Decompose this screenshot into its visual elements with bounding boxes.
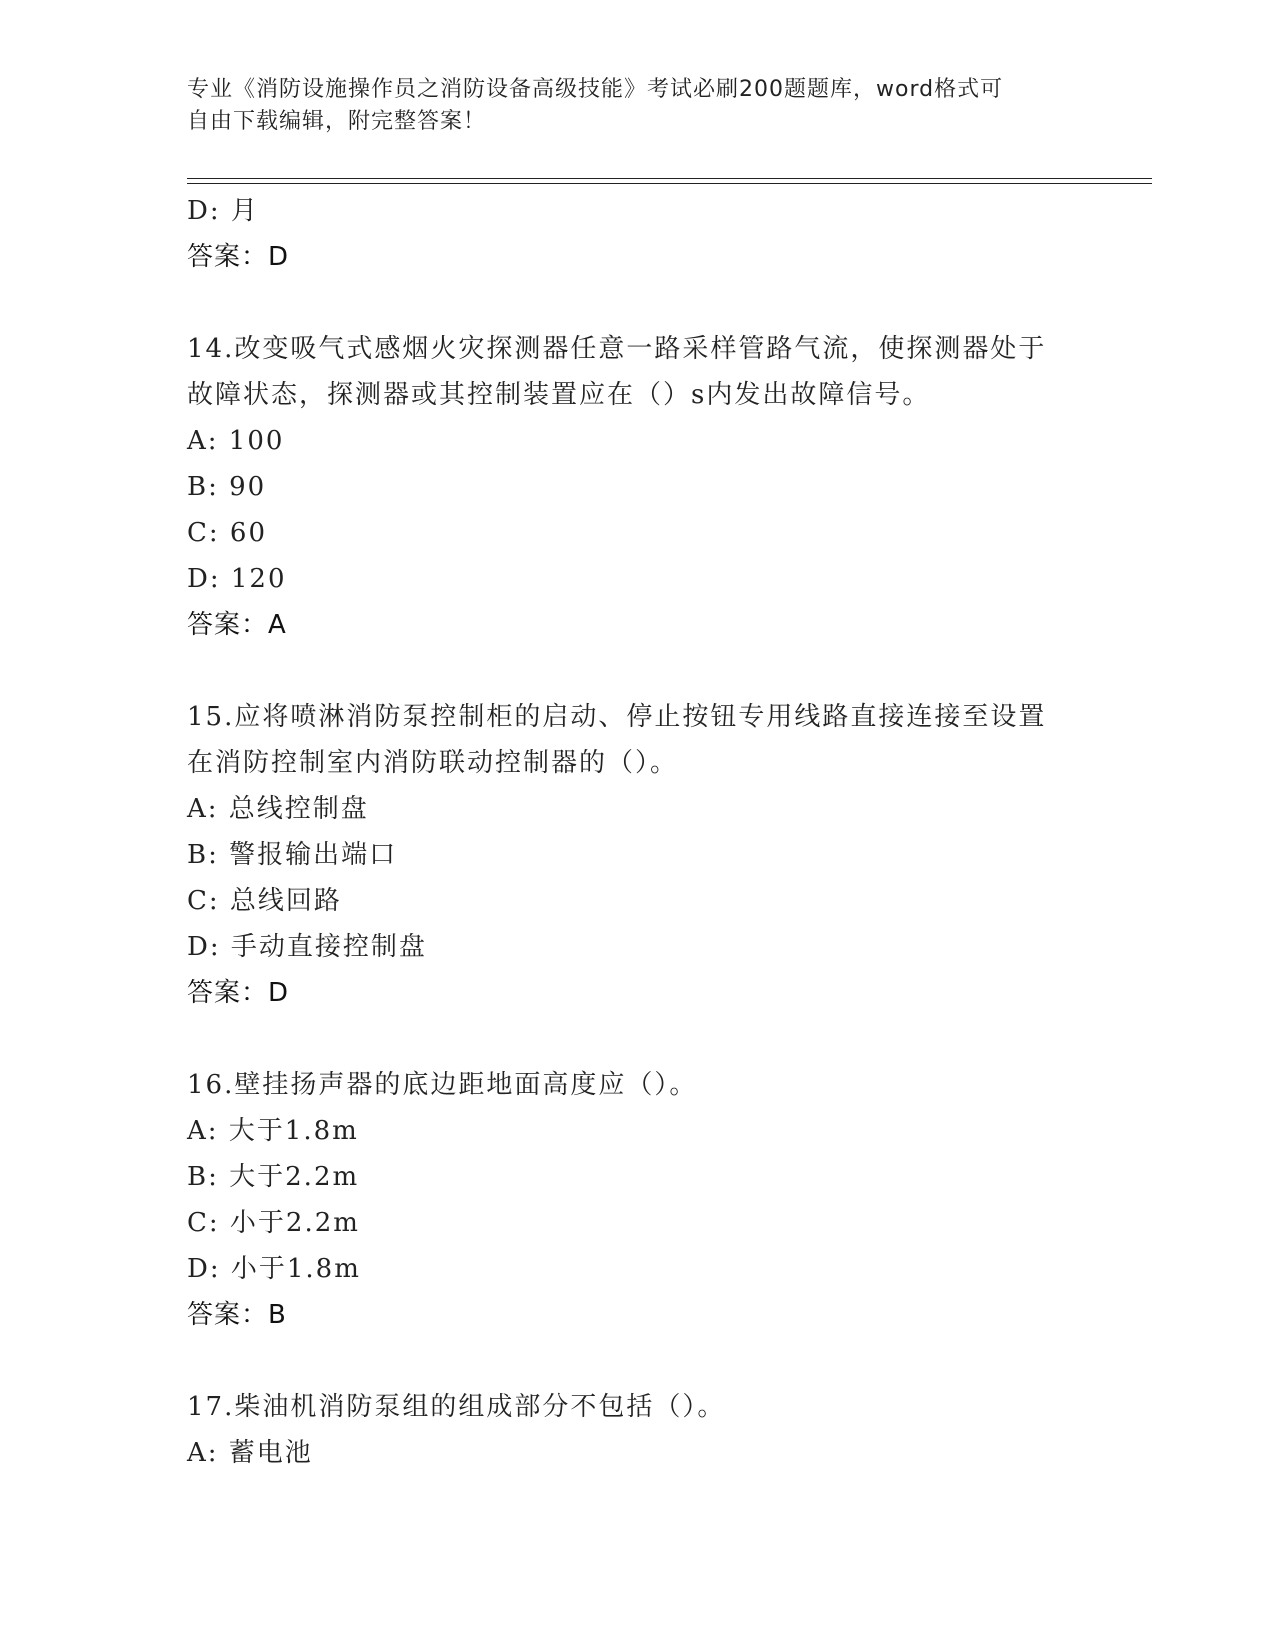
- option-c: C: 总线回路: [187, 886, 342, 916]
- option-a: A: 蓄电池: [187, 1438, 313, 1468]
- option-c: C: 小于2.2m: [187, 1208, 360, 1238]
- question-stem: 15.应将喷淋消防泵控制柜的启动、停止按钮专用线路直接连接至设置: [187, 702, 1047, 732]
- option-b: B: 警报输出端口: [187, 840, 398, 870]
- question-stem: 17.柴油机消防泵组的组成部分不包括（）。: [187, 1392, 726, 1422]
- header-divider-bottom: [187, 183, 1152, 184]
- answer-line: 答案：D: [187, 978, 290, 1008]
- question-stem-continued: 在消防控制室内消防联动控制器的（）。: [187, 748, 679, 778]
- question-stem: 16.壁挂扬声器的底边距地面高度应（）。: [187, 1070, 698, 1100]
- answer-line: 答案：A: [187, 610, 287, 640]
- option-d: D: 小于1.8m: [187, 1254, 361, 1284]
- header-line-1: 专业《消防设施操作员之消防设备高级技能》考试必刷200题题库，word格式可: [187, 77, 1004, 102]
- question-list: [187, 188, 1087, 1476]
- answer-line: 答案：B: [187, 1300, 287, 1330]
- spacer: [187, 1016, 1087, 1062]
- question-block-13: [187, 188, 1087, 280]
- header-line-2: 自由下载编辑，附完整答案！: [187, 109, 487, 134]
- answer-line: 答案：D: [187, 242, 290, 272]
- question-block-14: [187, 326, 1087, 648]
- option-b: B: 大于2.2m: [187, 1162, 360, 1192]
- option-d: D: 120: [187, 564, 287, 594]
- option-c: C: 60: [187, 518, 268, 548]
- document-header: [187, 74, 1067, 138]
- spacer: [187, 280, 1087, 326]
- question-block-17: [187, 1384, 1087, 1476]
- option-d: D: 手动直接控制盘: [187, 932, 427, 962]
- option-a: A: 大于1.8m: [187, 1116, 359, 1146]
- option-d: D: 月: [187, 196, 259, 226]
- option-b: B: 90: [187, 472, 267, 502]
- option-a: A: 总线控制盘: [187, 794, 369, 824]
- question-block-15: [187, 694, 1087, 1016]
- question-stem: 14.改变吸气式感烟火灾探测器任意一路采样管路气流，使探测器处于: [187, 334, 1047, 364]
- question-stem-continued: 故障状态，探测器或其控制装置应在（）s内发出故障信号。: [187, 380, 931, 410]
- header-divider-top: [187, 178, 1152, 179]
- spacer: [187, 1338, 1087, 1384]
- spacer: [187, 648, 1087, 694]
- option-a: A: 100: [187, 426, 285, 456]
- question-block-16: [187, 1062, 1087, 1338]
